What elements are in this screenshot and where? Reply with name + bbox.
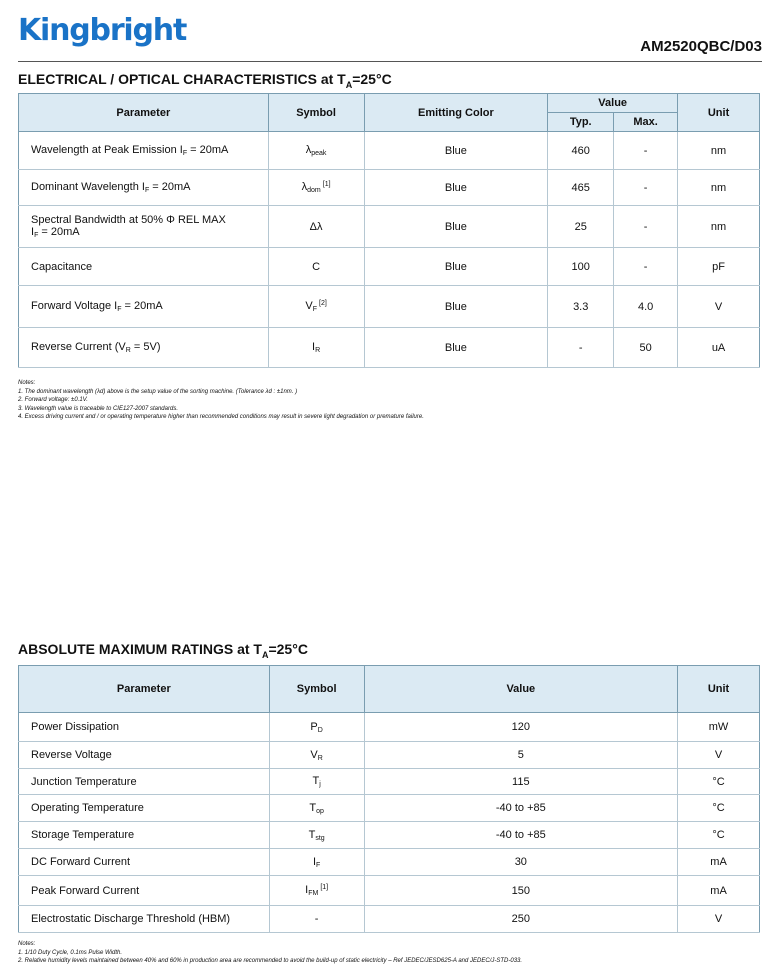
value-cell: -40 to +85 bbox=[364, 795, 677, 822]
unit-cell: uA bbox=[678, 328, 760, 368]
unit-cell: nm bbox=[678, 206, 760, 248]
max-cell: - bbox=[614, 206, 678, 248]
param-cell: DC Forward Current bbox=[19, 849, 270, 876]
symbol-cell: - bbox=[269, 906, 364, 933]
col-header-value: Value bbox=[364, 666, 677, 713]
param-cell: Forward Voltage $I_F = 20mA$ bbox=[19, 286, 269, 328]
symbol-cell: $I_F$ bbox=[269, 849, 364, 876]
notes-electrical bbox=[18, 379, 424, 422]
max-cell: 4.0 bbox=[614, 286, 678, 328]
symbol-cell: Δλ bbox=[268, 206, 364, 248]
symbol-cell: $V_F[2]$ bbox=[268, 286, 364, 328]
col-header-parameter: Parameter bbox=[19, 94, 269, 132]
param-cell: Reverse Voltage bbox=[19, 742, 270, 769]
table-row bbox=[19, 713, 760, 742]
note-line: 3. Wavelength value is traceable to CIE127-2007 standards. bbox=[18, 405, 178, 412]
param-cell: Peak Forward Current bbox=[19, 876, 270, 906]
notes-heading: Notes: bbox=[18, 380, 36, 386]
symbol-cell: $T_j$ bbox=[269, 769, 364, 795]
color-cell: Blue bbox=[364, 286, 548, 328]
param-cell: Electrostatic Discharge Threshold (HBM) bbox=[19, 906, 270, 933]
notes-heading: Notes: bbox=[18, 941, 36, 947]
value-cell: 150 bbox=[364, 876, 677, 906]
param-cell: Junction Temperature bbox=[19, 769, 270, 795]
symbol-cell: $\lambda_{dom}[1]$ bbox=[268, 170, 364, 206]
unit-cell: V bbox=[678, 742, 760, 769]
header-divider bbox=[18, 61, 762, 62]
param-cell: Reverse Current $(V_R = 5V)$ bbox=[19, 328, 269, 368]
note-line: 2. Relative humidity levels maintained between 40% and 60% in production area are recommended to avoid the build-up of static electricity – Ref JEDEC/JESD625-A and JEDEC/J-STD-033. bbox=[18, 958, 523, 964]
color-cell: Blue bbox=[364, 248, 548, 286]
symbol-cell: $\lambda_{peak}$ bbox=[268, 132, 364, 170]
section-title-suffix: =25°C bbox=[268, 641, 308, 657]
col-header-max: Max. bbox=[614, 113, 678, 132]
unit-cell: nm bbox=[678, 132, 760, 170]
col-header-value: Value bbox=[548, 94, 678, 113]
param-cell: Capacitance bbox=[19, 248, 269, 286]
value-cell: -40 to +85 bbox=[364, 822, 677, 849]
max-cell: 50 bbox=[614, 328, 678, 368]
max-cell: - bbox=[614, 132, 678, 170]
col-header-symbol: Symbol bbox=[268, 94, 364, 132]
section-title-suffix: =25°C bbox=[352, 71, 392, 87]
symbol-cell: $T_{stg}$ bbox=[269, 822, 364, 849]
typ-cell: 460 bbox=[548, 132, 614, 170]
unit-cell: °C bbox=[678, 795, 760, 822]
color-cell: Blue bbox=[364, 328, 548, 368]
table-row bbox=[19, 876, 760, 906]
table-row bbox=[19, 132, 760, 170]
notes-absolute-max bbox=[18, 940, 522, 966]
param-cell: Operating Temperature bbox=[19, 795, 270, 822]
table-row bbox=[19, 170, 760, 206]
max-cell: - bbox=[614, 170, 678, 206]
col-header-emitting-color: Emitting Color bbox=[364, 94, 548, 132]
typ-cell: 465 bbox=[548, 170, 614, 206]
color-cell: Blue bbox=[364, 132, 548, 170]
col-header-typ: Typ. bbox=[548, 113, 614, 132]
section-title-electrical bbox=[18, 71, 392, 90]
col-header-unit: Unit bbox=[678, 666, 760, 713]
value-cell: 30 bbox=[364, 849, 677, 876]
max-cell: - bbox=[614, 248, 678, 286]
unit-cell: pF bbox=[678, 248, 760, 286]
col-header-symbol: Symbol bbox=[269, 666, 364, 713]
unit-cell: V bbox=[678, 286, 760, 328]
table-row bbox=[19, 849, 760, 876]
table-row bbox=[19, 795, 760, 822]
table-row bbox=[19, 906, 760, 933]
note-line: 4. Excess driving current and / or operating temperature higher than recommended conditions may result in severe light degradation or premature failure. bbox=[18, 414, 424, 420]
value-cell: 115 bbox=[364, 769, 677, 795]
note-line: 1. 1/10 Duty Cycle, 0.1ms Pulse Width. bbox=[18, 949, 122, 956]
section-title-text: ABSOLUTE MAXIMUM RATINGS at T bbox=[18, 641, 262, 657]
symbol-cell: $T_{op}$ bbox=[269, 795, 364, 822]
param-cell: Storage Temperature bbox=[19, 822, 270, 849]
table-row bbox=[19, 248, 760, 286]
typ-cell: 25 bbox=[548, 206, 614, 248]
section-title-subscript: A bbox=[261, 649, 269, 660]
param-cell: Power Dissipation bbox=[19, 713, 270, 742]
symbol-cell: $I_{FM}[1]$ bbox=[269, 876, 364, 906]
typ-cell: 3.3 bbox=[548, 286, 614, 328]
color-cell: Blue bbox=[364, 170, 548, 206]
table-row bbox=[19, 206, 760, 248]
note-line: 2. Forward voltage: ±0.1V. bbox=[18, 397, 88, 403]
symbol-cell: $I_R$ bbox=[268, 328, 364, 368]
typ-cell: 100 bbox=[548, 248, 614, 286]
unit-cell: mW bbox=[678, 713, 760, 742]
section-title-subscript: A bbox=[345, 79, 353, 90]
param-cell: Wavelength at Peak Emission $I_F = 20mA$ bbox=[19, 132, 269, 170]
color-cell: Blue bbox=[364, 206, 548, 248]
col-header-parameter: Parameter bbox=[19, 666, 270, 713]
electrical-optical-table bbox=[18, 93, 760, 368]
symbol-cell: C bbox=[268, 248, 364, 286]
unit-cell: mA bbox=[678, 876, 760, 906]
table-row bbox=[19, 769, 760, 795]
param-cell: Dominant Wavelength $I_F = 20mA$ bbox=[19, 170, 269, 206]
unit-cell: mA bbox=[678, 849, 760, 876]
note-line: 1. The dominant wavelength (λd) above is the setup value of the sorting machine. (Tolerance λd : ±1nm. ) bbox=[18, 388, 298, 395]
table-row bbox=[19, 742, 760, 769]
symbol-cell: $V_R$ bbox=[269, 742, 364, 769]
value-cell: 250 bbox=[364, 906, 677, 933]
brand-logo: Kingbright bbox=[18, 13, 187, 48]
symbol-cell: $P_D$ bbox=[269, 713, 364, 742]
unit-cell: °C bbox=[678, 769, 760, 795]
part-number: AM2520QBC/D03 bbox=[640, 38, 762, 55]
table-row bbox=[19, 286, 760, 328]
section-title-absolute-max bbox=[18, 641, 308, 660]
section-title-text: ELECTRICAL / OPTICAL CHARACTERISTICS at T bbox=[18, 71, 346, 87]
table-row bbox=[19, 328, 760, 368]
value-cell: 120 bbox=[364, 713, 677, 742]
unit-cell: V bbox=[678, 906, 760, 933]
table-row bbox=[19, 822, 760, 849]
value-cell: 5 bbox=[364, 742, 677, 769]
typ-cell: - bbox=[548, 328, 614, 368]
unit-cell: °C bbox=[678, 822, 760, 849]
param-cell: Spectral Bandwidth at 50% Φ REL MAX $I_F = 20mA$ bbox=[19, 206, 269, 248]
absolute-max-ratings-table bbox=[18, 665, 760, 933]
col-header-unit: Unit bbox=[678, 94, 760, 132]
unit-cell: nm bbox=[678, 170, 760, 206]
